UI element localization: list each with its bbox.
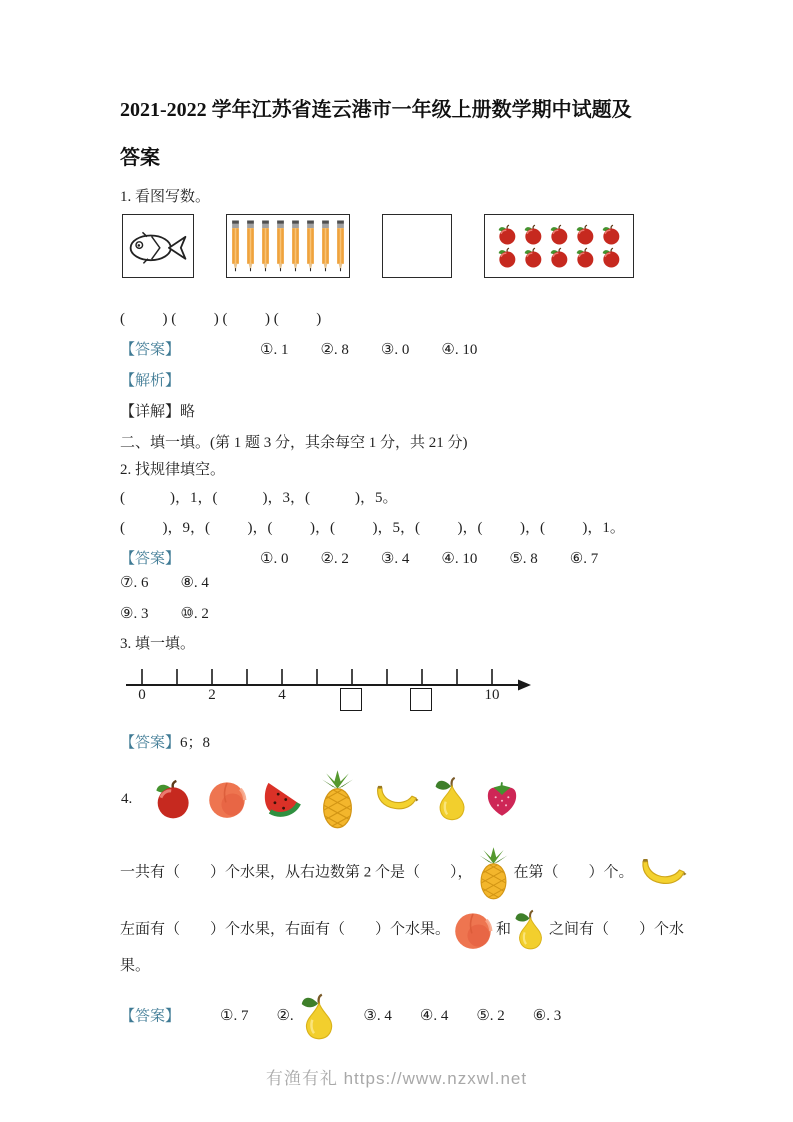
numberline-label-0: 0 <box>138 687 146 703</box>
title-line-2: 答案 <box>120 147 160 169</box>
apple-icon <box>601 224 621 245</box>
text-segment: 之间有（ ）个水果。 <box>120 921 685 974</box>
peach-icon <box>207 779 247 819</box>
q4-answers <box>220 1008 589 1024</box>
pear-icon <box>514 909 546 951</box>
answer-item: ④. 10 <box>441 551 478 567</box>
q1-answers <box>220 342 509 358</box>
text-segment: ⑥. 3 <box>532 1008 562 1025</box>
apple-icon <box>523 247 543 268</box>
apple-icon <box>523 224 543 245</box>
answer-marker: 【答案】 <box>120 1008 181 1025</box>
detail-marker: 【详解】 <box>120 404 181 420</box>
page-title <box>120 86 675 182</box>
answer-item: ⑦. 6 <box>120 575 149 591</box>
text-segment: ②. <box>276 1008 298 1025</box>
q2-answer-line-2 <box>120 602 675 626</box>
q3-answer-text: 6；8 <box>180 735 211 751</box>
strawberry-icon <box>484 780 520 818</box>
apple-icon <box>575 247 595 268</box>
apple-icon <box>549 224 569 245</box>
q4-text-line-2 <box>120 909 705 981</box>
apple-icon <box>575 224 595 245</box>
answer-item: ③. 4 <box>380 551 410 567</box>
q1-blank-parens: ( ) ( ) ( ) ( ) <box>120 311 322 327</box>
answer-item: ④. 10 <box>441 342 478 358</box>
banana-icon <box>637 857 687 889</box>
fish-icon <box>125 225 191 267</box>
text-segment: ①. 7 <box>220 1008 249 1025</box>
q4-answer-line <box>120 993 675 1041</box>
answer-item: ②. 8 <box>320 342 349 358</box>
q2-fill-line-1: ( )，1，( )，3，( )，5。 <box>120 490 398 506</box>
answer-item: ⑥. 7 <box>569 551 599 567</box>
pencil-icon <box>336 220 345 272</box>
q4-fruit-icons <box>153 768 520 830</box>
answer-marker: 【答案】 <box>120 551 181 567</box>
q2-answers-row2 <box>120 606 241 622</box>
apple-icon <box>601 247 621 268</box>
answer-item: ⑩. 2 <box>180 606 209 622</box>
pencil-icon <box>276 220 285 272</box>
numberline-label-4: 4 <box>278 687 286 703</box>
numberline-label-2: 2 <box>208 687 216 703</box>
text-segment: 左面有（ ）个水果，右面有（ ）个水果。 <box>120 921 451 938</box>
text-segment: ⑤. 2 <box>476 1008 505 1025</box>
q1-detail-line <box>120 400 675 424</box>
pencil-icon <box>231 220 240 272</box>
answer-item: ③. 0 <box>380 342 410 358</box>
q1-analysis-line <box>120 369 675 393</box>
section2-header: 二、填一填。(第 1 题 3 分，其余每空 1 分，共 21 分) <box>120 435 468 451</box>
q4-number-label: 4. <box>121 790 133 807</box>
banana-icon <box>372 784 419 814</box>
apple-icon <box>497 224 517 245</box>
text-segment: 在第（ ）个。 <box>513 864 634 881</box>
number-line <box>124 661 564 717</box>
pineapple-icon <box>476 845 511 901</box>
pencil-icon <box>246 220 255 272</box>
apple-icon <box>497 247 517 268</box>
answer-item: ⑤. 8 <box>509 551 538 567</box>
answer-item: ⑨. 3 <box>120 606 149 622</box>
pencil-icon <box>321 220 330 272</box>
answer-item: ⑧. 4 <box>180 575 209 591</box>
q1-label: 1. 看图写数。 <box>120 189 211 205</box>
empty-picture-box <box>382 214 452 278</box>
text-segment: ④. 4 <box>419 1008 449 1025</box>
text-segment: ③. 4 <box>363 1008 392 1025</box>
analysis-marker: 【解析】 <box>120 373 181 389</box>
pear-icon <box>434 776 469 822</box>
numberline-answer-box <box>340 688 362 711</box>
apple-icon <box>549 247 569 268</box>
q2-answers-row1 <box>120 551 630 591</box>
q2-label: 2. 找规律填空。 <box>120 462 226 478</box>
q2-answer-line-1 <box>120 547 675 595</box>
watermelon-icon <box>262 780 303 818</box>
pear-icon <box>300 993 337 1041</box>
q2-fill-line-2: ( )，9，( )，( )，( )，5，( )，( )，( )，1。 <box>120 520 625 536</box>
apple-picture-box <box>484 214 634 278</box>
numberline-label-10: 10 <box>484 687 500 703</box>
answer-item: ①. 1 <box>260 342 289 358</box>
footer-watermark: 有渔有礼 https://www.nzxwl.net <box>265 1069 528 1088</box>
pencil-icon <box>261 220 270 272</box>
pineapple-icon <box>318 768 357 830</box>
apple-icon <box>153 779 192 819</box>
q1-picture-boxes <box>122 214 675 278</box>
peach-icon <box>453 910 493 950</box>
q3-answer-line <box>120 731 675 755</box>
text-segment: 一共有（ ）个水果，从右边数第 2 个是（ ）， <box>120 864 473 881</box>
title-line-1: 2021-2022 学年江苏省连云港市一年级上册数学期中试题及 <box>120 99 632 121</box>
q3-label: 3. 填一填。 <box>120 636 196 652</box>
text-segment: 和 <box>496 921 512 938</box>
pencil-picture-box <box>226 214 350 278</box>
fish-picture-box <box>122 214 194 278</box>
answer-item: ②. 2 <box>320 551 349 567</box>
answer-item: ①. 0 <box>260 551 289 567</box>
pencil-icon <box>306 220 315 272</box>
detail-text: 略 <box>180 404 196 420</box>
answer-marker: 【答案】 <box>120 342 181 358</box>
q1-answer-line <box>120 338 675 362</box>
q4-fruit-row <box>121 763 675 835</box>
answer-marker: 【答案】 <box>120 735 181 751</box>
q4-text-line-1 <box>120 845 705 901</box>
pencil-icon <box>291 220 300 272</box>
numberline-answer-box <box>410 688 432 711</box>
